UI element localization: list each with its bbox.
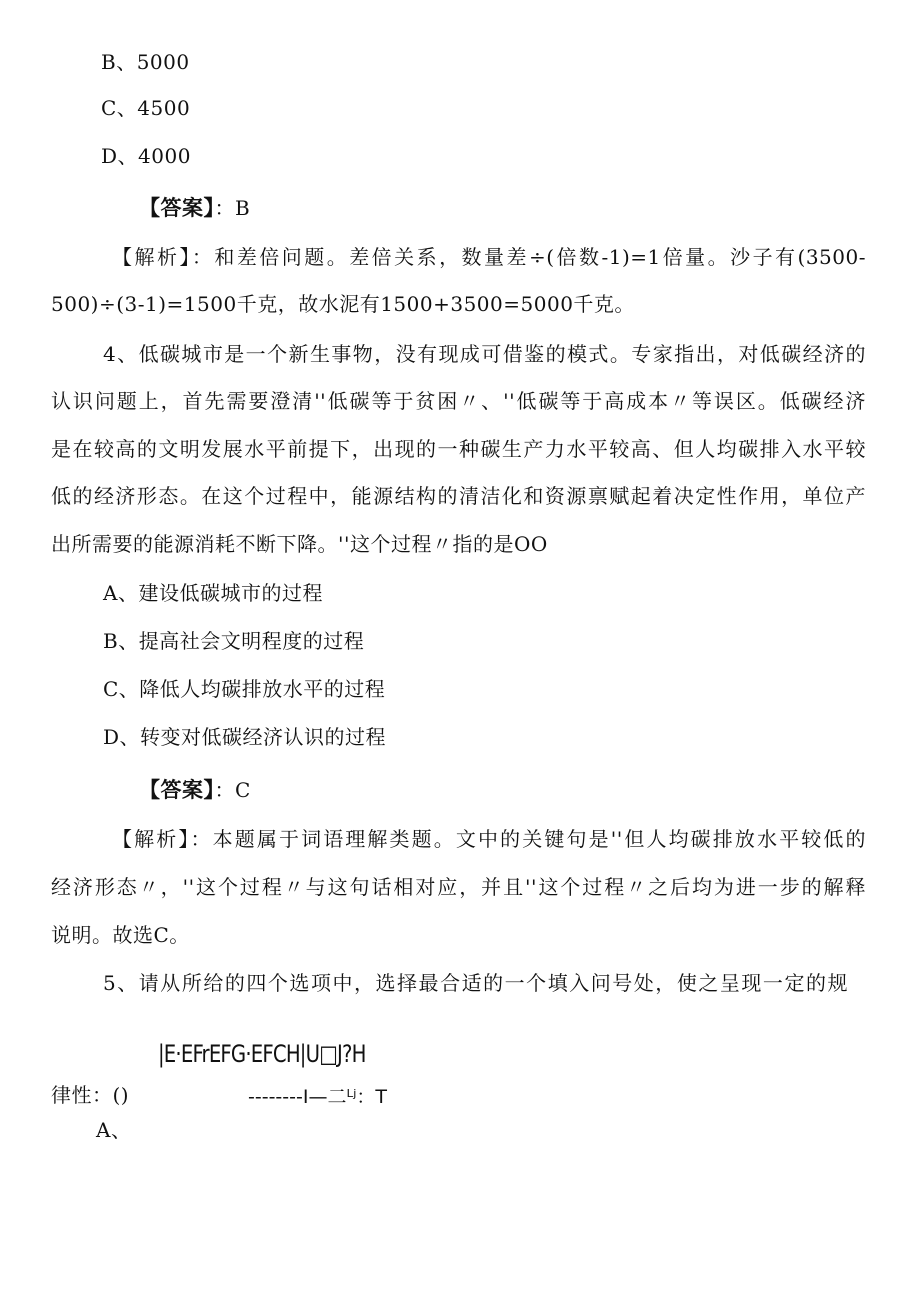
- question-line: 4、低碳城市是一个新生事物，没有现成可借鉴的模式。专家指出，对低碳经济的: [103, 342, 866, 366]
- question-line: 低的经济形态。在这个过程中，能源结构的清洁化和资源禀赋起着决定性作用，单位产: [51, 484, 866, 508]
- analysis-line: 说明。故选C。: [51, 923, 190, 947]
- option-a: A、建设低碳城市的过程: [103, 581, 323, 605]
- question-line: 出所需要的能源消耗不断下降。''这个过程〃指的是OO: [51, 532, 548, 556]
- answer-line: [139, 777, 251, 803]
- figure-text-top: |E·EFrEFG·EFCH|U□J?H: [158, 1040, 366, 1068]
- answer-value: ：C: [214, 778, 251, 802]
- analysis-line: 500)÷(3-1)=1500千克，故水泥有1500+3500=5000千克。: [51, 292, 635, 316]
- question-line: 是在较高的文明发展水平前提下，出现的一种碳生产力水平较高、但人均碳排入水平较: [51, 437, 866, 461]
- figure-text-bottom: --------I—二ᴸʲ：T: [248, 1086, 388, 1108]
- answer-line: [139, 195, 250, 221]
- analysis-line: [112, 244, 866, 270]
- question-line: 律性：(): [51, 1083, 130, 1107]
- analysis-heading: 【解析】: [112, 827, 191, 851]
- analysis-text: ：本题属于词语理解类题。文中的关键句是''但人均碳排放水平较低的: [190, 827, 867, 851]
- option-a: A、: [96, 1118, 132, 1142]
- option-c: C、4500: [101, 96, 191, 120]
- answer-value: ：B: [214, 196, 251, 220]
- analysis-text: ：和差倍问题。差倍关系，数量差÷(倍数-1)=1倍量。沙子有(3500-: [191, 245, 866, 269]
- option-b: B、提高社会文明程度的过程: [103, 629, 365, 653]
- question-line: 5、请从所给的四个选项中，选择最合适的一个填入问号处，使之呈现一定的规: [103, 971, 848, 995]
- question-line: 认识问题上，首先需要澄清''低碳等于贫困〃、''低碳等于高成本〃等误区。低碳经济: [51, 389, 866, 413]
- option-d: D、4000: [101, 144, 191, 168]
- answer-heading: 【答案】: [139, 196, 215, 220]
- analysis-line: 经济形态〃，''这个过程〃与这句话相对应，并且''这个过程〃之后均为进一步的解释: [51, 875, 866, 899]
- option-c: C、降低人均碳排放水平的过程: [103, 677, 386, 701]
- option-b: B、5000: [101, 50, 190, 74]
- option-d: D、转变对低碳经济认识的过程: [103, 725, 387, 749]
- answer-heading: 【答案】: [139, 778, 215, 802]
- analysis-line: [112, 826, 866, 852]
- analysis-heading: 【解析】: [112, 245, 192, 269]
